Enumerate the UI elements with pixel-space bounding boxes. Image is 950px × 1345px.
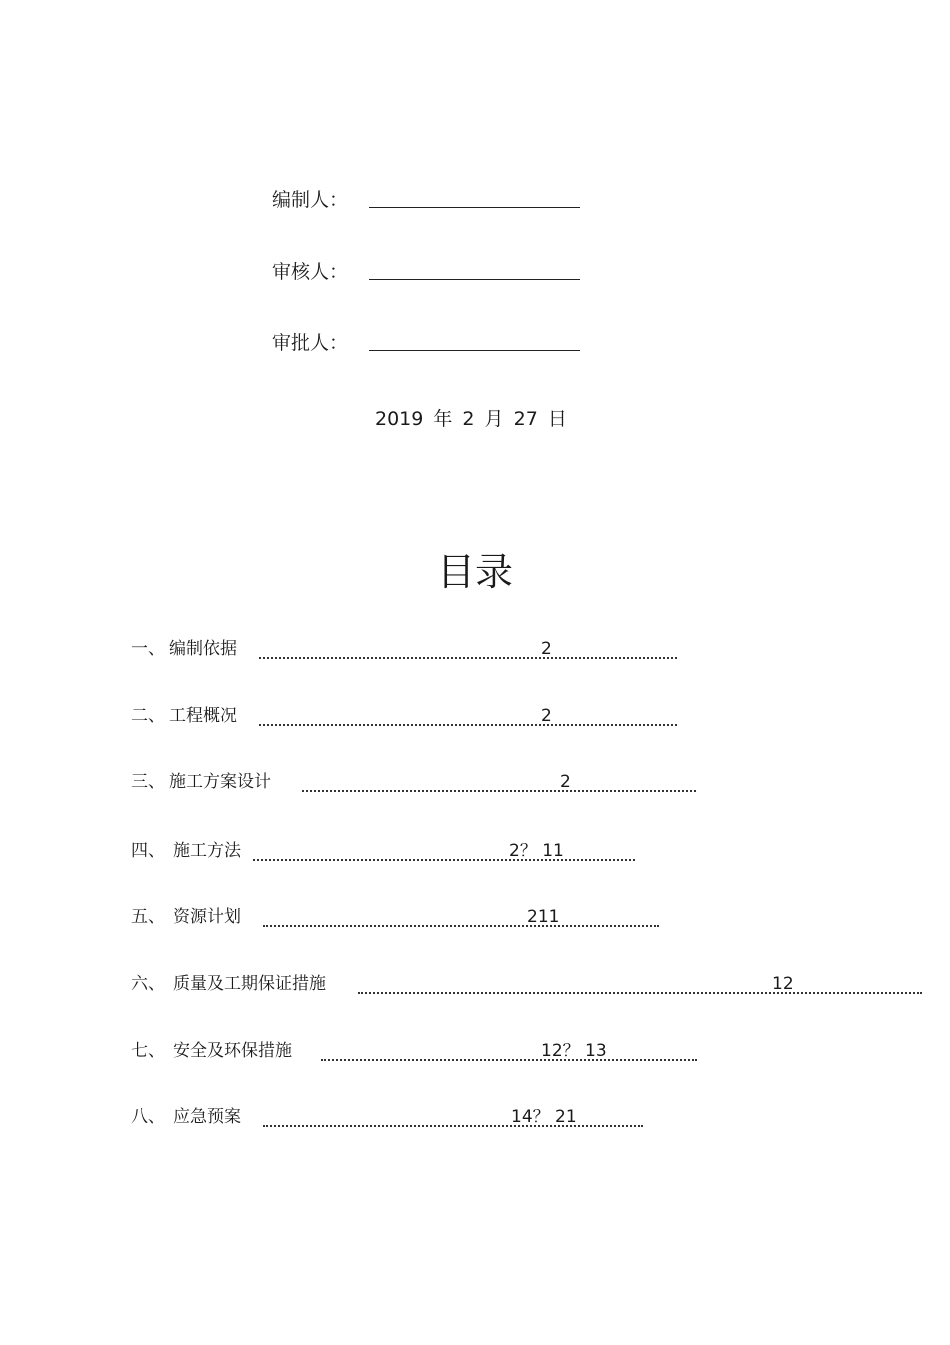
toc-dot-leader	[263, 1125, 643, 1127]
signature-blank-line	[369, 350, 580, 351]
signature-label: 编制人：	[272, 189, 349, 211]
toc-item-number: 四、	[131, 841, 165, 861]
toc-item-page: 2	[560, 772, 571, 792]
toc-item-title: 施工方法	[173, 841, 241, 861]
toc-item-title: 质量及工期保证措施	[173, 974, 326, 994]
toc-item-number: 七、	[131, 1041, 165, 1061]
toc-item-title: 资源计划	[173, 907, 241, 927]
signature-blank-line	[369, 279, 580, 280]
toc-title: 目录	[436, 550, 513, 594]
toc-item-number: 三、	[131, 772, 165, 792]
toc-item-page: 2	[541, 639, 552, 659]
signature-blank-line	[369, 207, 580, 208]
toc-dot-leader	[358, 992, 922, 994]
document-date: 2019 年 2 月 27 日	[375, 408, 567, 430]
signature-label: 审核人：	[272, 261, 349, 283]
toc-dot-leader	[263, 925, 659, 927]
toc-dot-leader	[321, 1059, 697, 1061]
toc-item-page: 14？ 21	[511, 1107, 577, 1127]
toc-dot-leader	[259, 724, 677, 726]
toc-item-title: 工程概况	[169, 706, 237, 726]
toc-item-page: 2？ 11	[509, 841, 564, 861]
toc-item-number: 六、	[131, 974, 165, 994]
toc-dot-leader	[259, 657, 677, 659]
toc-item-title: 施工方案设计	[169, 772, 271, 792]
signature-label: 审批人：	[272, 332, 349, 354]
toc-item-page: 12	[772, 974, 794, 994]
toc-item-page: 2	[541, 706, 552, 726]
toc-item-page: 12？ 13	[541, 1041, 607, 1061]
toc-dot-leader	[253, 859, 635, 861]
toc-item-number: 一、	[131, 639, 165, 659]
toc-item-number: 五、	[131, 907, 165, 927]
toc-item-title: 编制依据	[169, 639, 237, 659]
toc-item-number: 八、	[131, 1107, 165, 1127]
toc-item-page: 211	[527, 907, 560, 927]
toc-dot-leader	[302, 790, 696, 792]
toc-item-number: 二、	[131, 706, 165, 726]
toc-item-title: 安全及环保措施	[173, 1041, 292, 1061]
toc-item-title: 应急预案	[173, 1107, 241, 1127]
